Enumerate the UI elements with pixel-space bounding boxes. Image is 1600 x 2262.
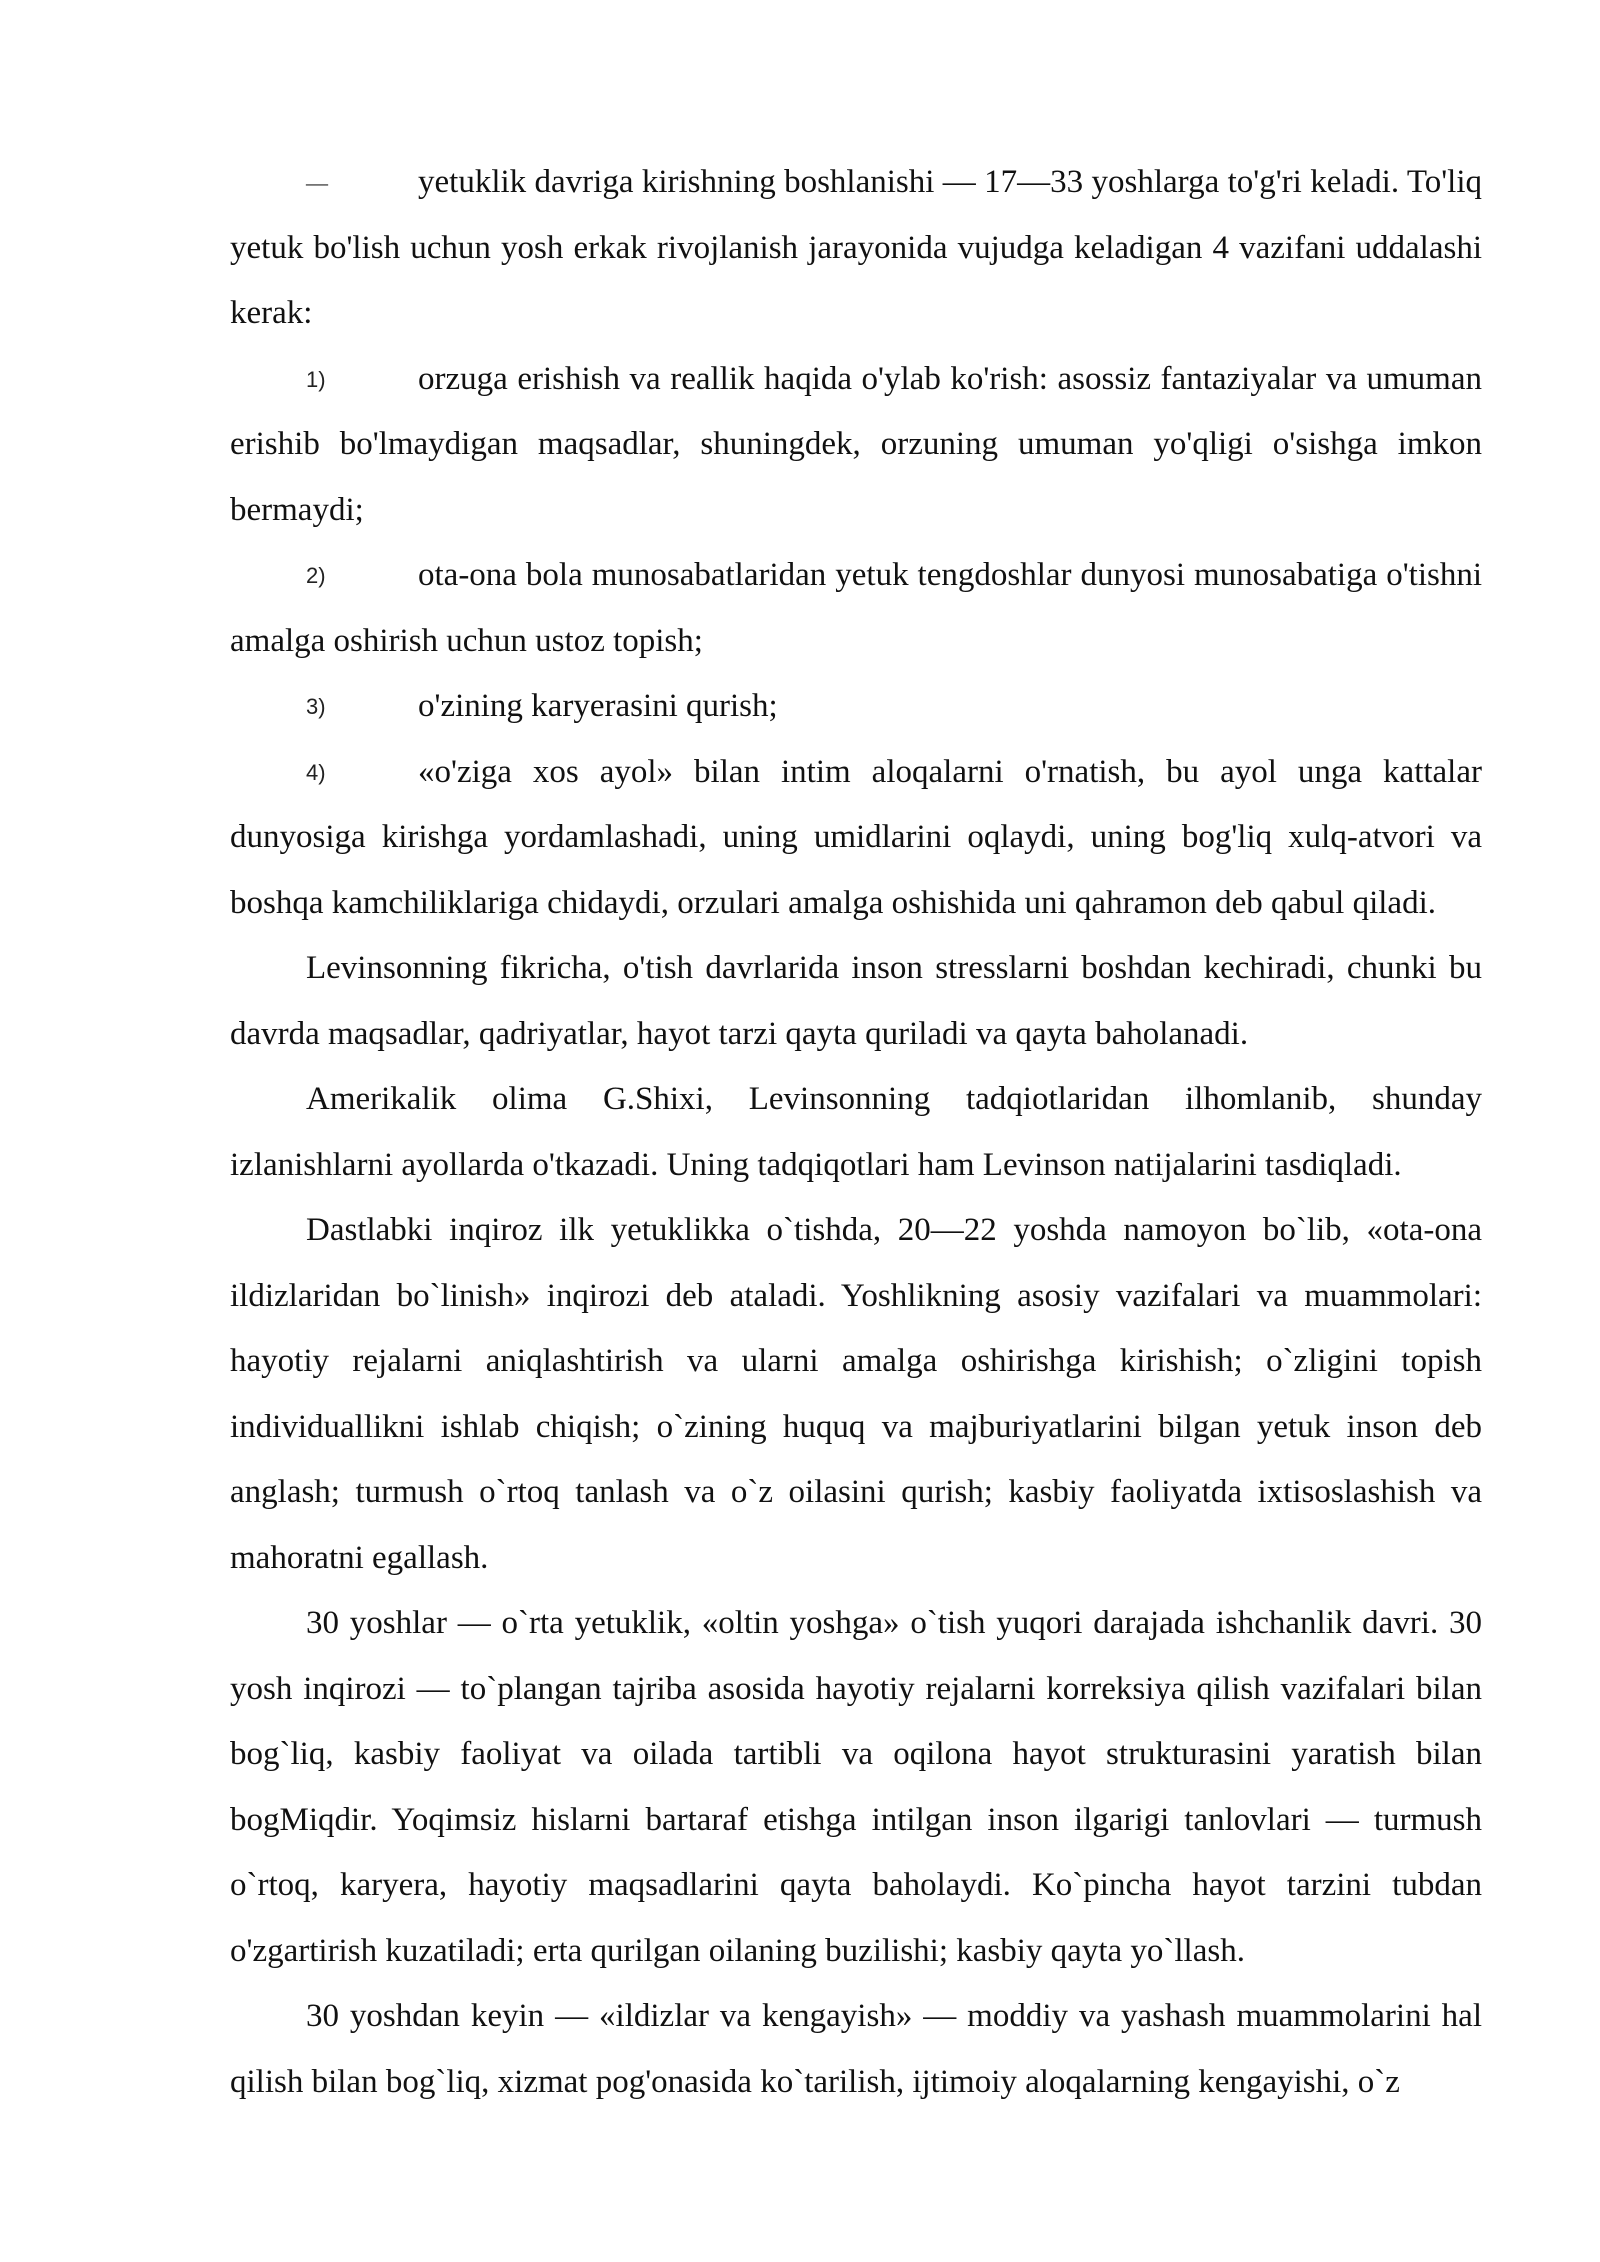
paragraph-levinson-stress: Levinsonning fikricha, o'tish davrlarida inson stresslarni boshdan kechiradi, chunki bu davrda maqsadlar, qadriyatlar, hayot tarzi qayta quriladi va qayta baholanadi. [230, 950, 1482, 1052]
list-item-text-3: o'zining karyerasini qurish; [418, 688, 778, 724]
numbered-list-item-4 [230, 740, 1482, 937]
paragraph-shixi-research: Amerikalik olima G.Shixi, Levinsonning tadqiotlaridan ilhomlanib, shunday izlanishlarni ayollarda o'tkazadi. Uning tadqiqotlari ham Levinson natijalarini tasdiqladi. [230, 1081, 1482, 1183]
list-item-text-1: orzuga erishish va reallik haqida o'ylab ko'rish: asossiz fantaziyalar va umuman erishib bo'lmaydigan maqsadlar, shuningdek, orzuning umuman yo'qligi o'sishga imkon bermaydi; [230, 360, 1482, 528]
dash-list-item [230, 150, 1482, 347]
list-item-text-2: ota-ona bola munosabatlaridan yetuk tengdoshlar dunyosi munosabatiga o'tishni amalga oshirish uchun ustoz topish; [230, 557, 1482, 659]
list-marker-1: 1) [306, 366, 326, 392]
dash-marker: — [306, 170, 328, 195]
paragraph-thirty-years: 30 yoshlar — o`rta yetuklik, «oltin yoshga» o`tish yuqori darajada ishchanlik davri. 30 yosh inqirozi — to`plangan tajriba asosida hayotiy rejalarni korreksiya qilish vazifalari bilan bog`liq, kasbiy faoliyat va oilada tartibli va oqilona hayot strukturasini yaratish bilan bogMiqdir. Yoqimsiz hislarni bartaraf etishga intilgan inson ilgarigi tanlovlari — turmush o`rtoq, karyera, hayotiy maqsadlarini qayta baholaydi. Ko`pincha hayot tarzini tubdan o'zgartirish kuzatiladi; erta qurilgan oilaning buzilishi; kasbiy qayta yo`llash. [230, 1605, 1482, 1969]
paragraph-first-crisis: Dastlabki inqiroz ilk yetuklikka o`tishda, 20—22 yoshda namoyon bo`lib, «ota-ona ildizlaridan bo`linish» inqirozi deb ataladi. Yoshlikning asosiy vazifalari va muammolari: hayotiy rejalarni aniqlashtirish va ularni amalga oshirishga kirishish; o`zligini topish individuallikni ishlab chiqish; o`zining huquq va majburiyatlarini bilgan yetuk inson deb anglash; turmush o`rtoq tanlash va o`z oilasini qurish; kasbiy faoliyatda ixtisoslashish va mahoratni egallash. [230, 1212, 1482, 1576]
list-marker-2: 2) [306, 563, 326, 588]
numbered-list-item-2 [230, 543, 1482, 674]
list-marker-3: 3) [306, 694, 326, 719]
numbered-list-item-1 [230, 347, 1482, 544]
numbered-list-item-3 [230, 674, 1482, 740]
paragraph-after-thirty: 30 yoshdan keyin — «ildizlar va kengayish» — moddiy va yashash muammolarini hal qilish bilan bog`liq, xizmat pog'onasida ko`tarilish, ijtimoiy aloqalarning kengayishi, o`z [230, 1998, 1482, 2100]
list-item-text-4: «o'ziga xos ayol» bilan intim aloqalarni o'rnatish, bu ayol unga kattalar dunyosiga kirishga yordamlashadi, uning umidlarini oqlaydi, uning bog'liq xulq-atvori va boshqa kamchiliklariga chidaydi, orzulari amalga oshishida uni qahramon deb qabul qiladi. [230, 753, 1482, 921]
document-body [230, 150, 1482, 2115]
dash-item-text: yetuklik davriga kirishning boshlanishi — 17—33 yoshlarga to'g'ri keladi. To'liq yetuk bo'lish uchun yosh erkak rivojlanish jarayonida vujudga keladigan 4 vazifani uddalashi kerak: [230, 164, 1482, 331]
list-marker-4: 4) [306, 759, 326, 785]
